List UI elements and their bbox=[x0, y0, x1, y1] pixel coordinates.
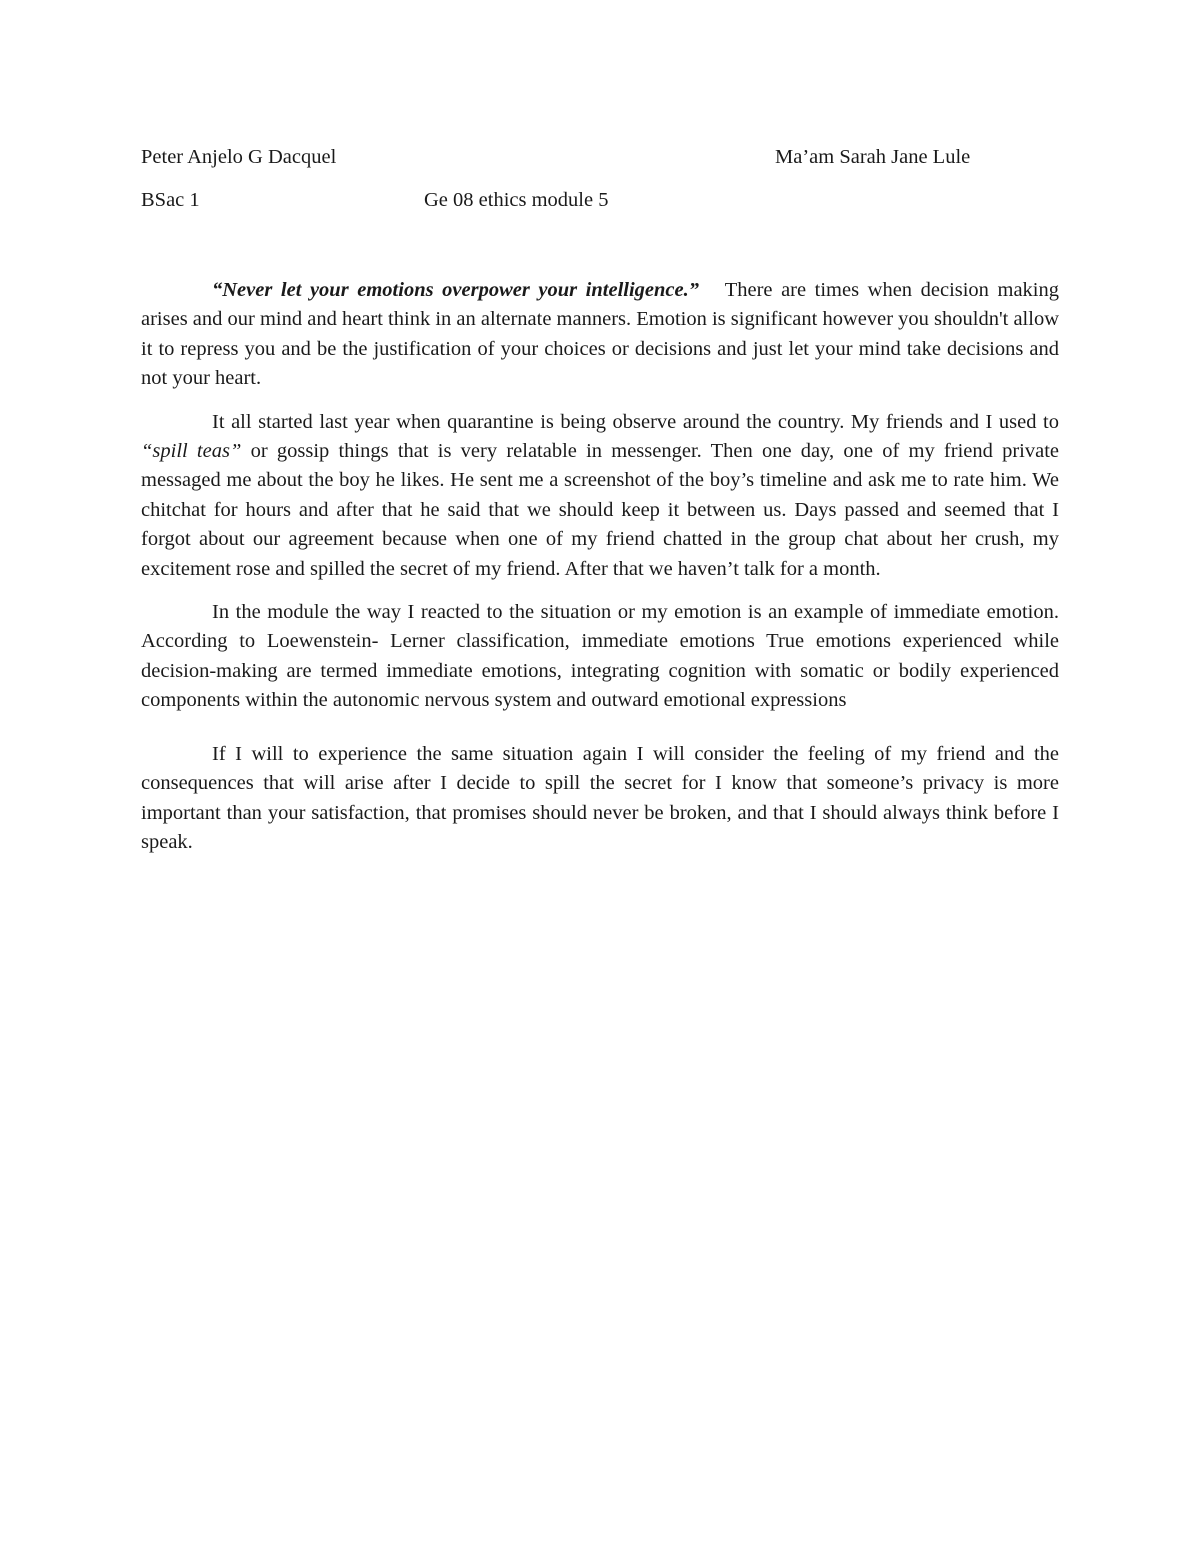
paragraph-4 bbox=[141, 740, 1059, 858]
paragraph-2-text-end: or gossip things that is very relatable in messenger. Then one day, one of my friend private messaged me about the boy he likes. He sent me a screenshot of the boy’s timeline and ask me to rate him. We chitchat for hours and after that he said that we should keep it between us. Days passed and seemed that I forgot about our agreement because when one of my friend chatted in the group chat about her crush, my excitement rose and spilled the secret of my friend. After that we haven’t talk for a month. bbox=[141, 440, 1059, 580]
essay-body bbox=[141, 276, 1059, 871]
paragraph-3-text: In the module the way I reacted to the situation or my emotion is an example of immediate emotion. According to Loewenstein- Lerner classification, immediate emotions True emotions experienced while decision-making are termed immediate emotions, integrating cognition with somatic or bodily experienced components within the autonomic nervous system and outward emotional expressions bbox=[141, 601, 1059, 712]
course-label: BSac 1 bbox=[141, 189, 200, 211]
spill-teas-phrase: “spill teas” bbox=[141, 440, 242, 463]
paragraph-3 bbox=[141, 598, 1059, 716]
paragraph-2 bbox=[141, 408, 1059, 584]
module-label: Ge 08 ethics module 5 bbox=[424, 189, 609, 211]
paragraph-1-text: There are times when decision making arises and our mind and heart think in an alternate manners. Emotion is significant however you shouldn't allow it to repress you and be the justification of your choices or decisions and just let your mind take decisions and not your heart. bbox=[141, 279, 1060, 390]
paragraph-2-text-start: It all started last year when quarantine is being observe around the country. My friends and I used to bbox=[212, 410, 1059, 433]
paragraph-1 bbox=[141, 276, 1059, 394]
paragraph-4-text: If I will to experience the same situation again I will consider the feeling of my friend and the consequences that will arise after I decide to spill the secret for I know that someone’s privacy is more important than your satisfaction, that promises should never be broken, and that I should always think before I speak. bbox=[141, 742, 1059, 853]
student-name: Peter Anjelo G Dacquel bbox=[141, 146, 337, 168]
instructor-name: Ma’am Sarah Jane Lule bbox=[775, 146, 971, 168]
opening-quote: “Never let your emotions overpower your intelligence.” bbox=[212, 279, 699, 301]
